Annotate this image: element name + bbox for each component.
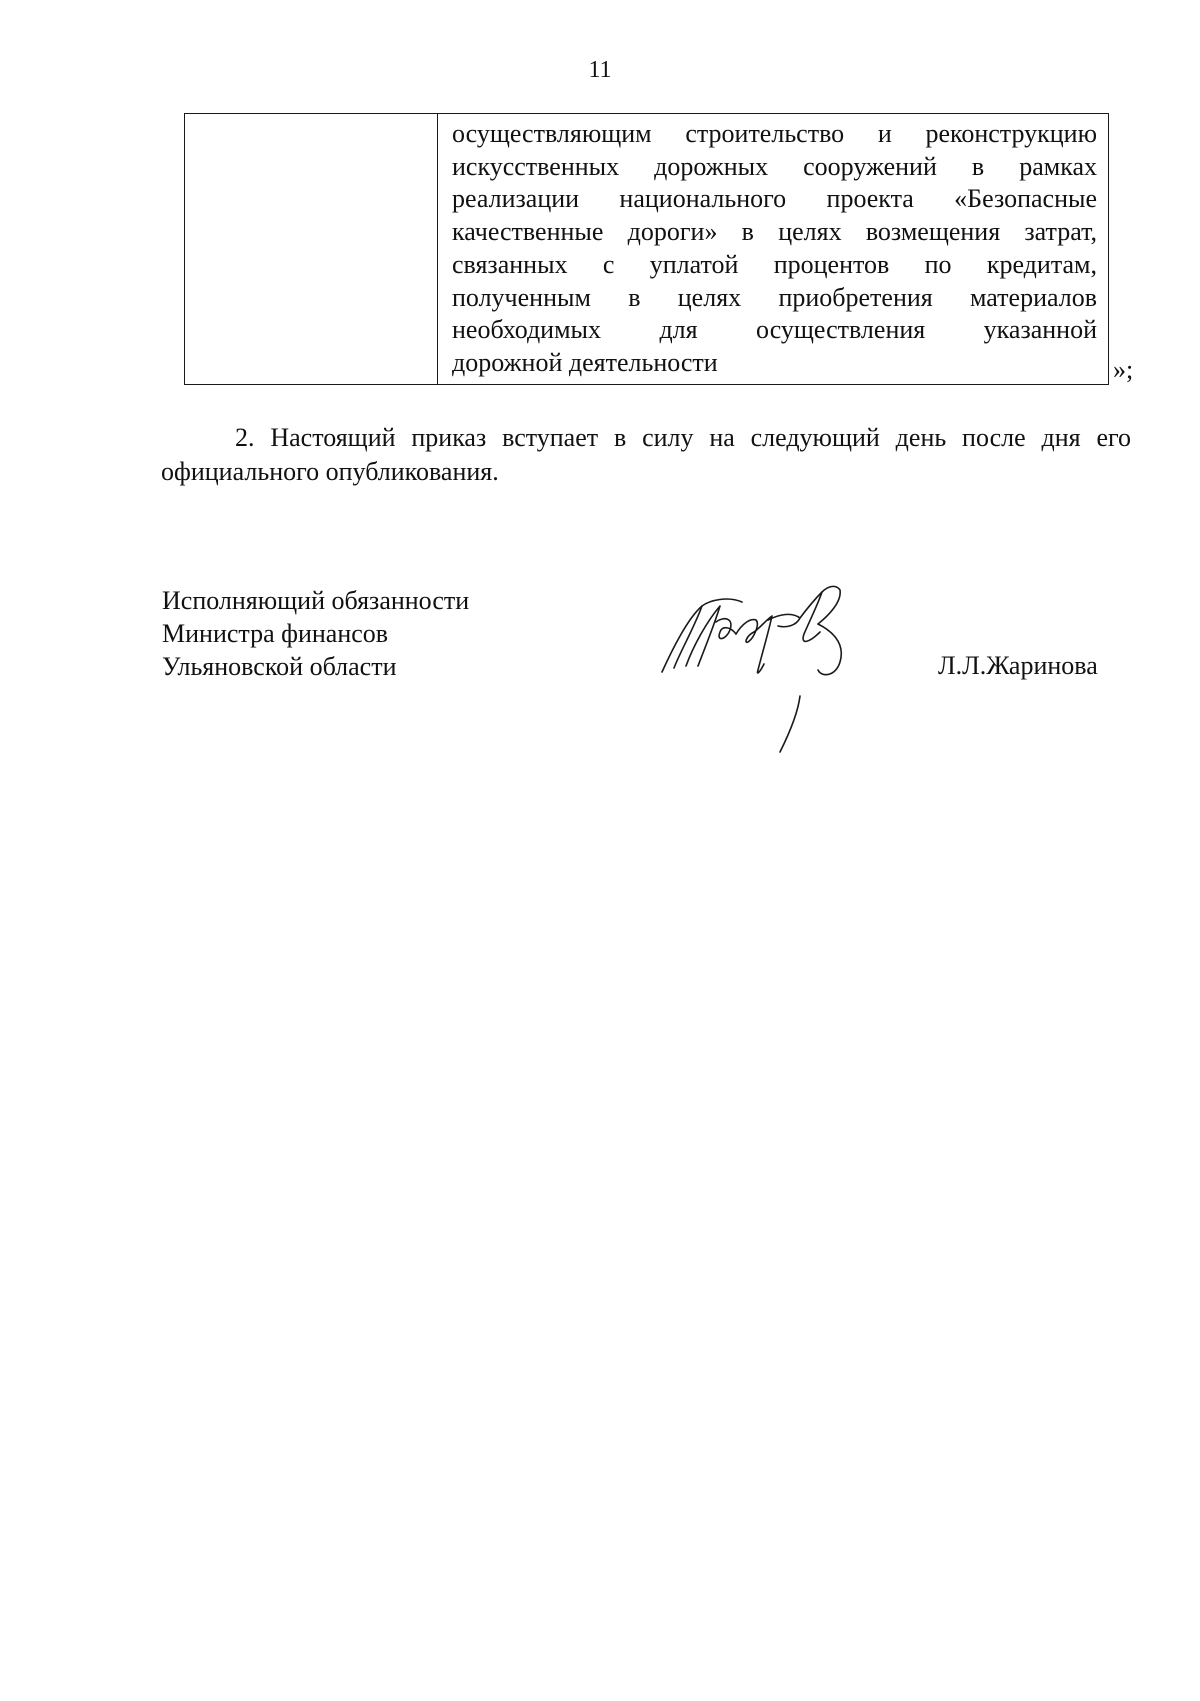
table-text-line: качественные дороги» в целях возмещения затрат, xyxy=(452,217,1097,247)
paragraph-2 xyxy=(161,421,1131,489)
paragraph-line: 2. Настоящий приказ вступает в силу на следующий день после дня его xyxy=(235,423,1131,452)
table-text-line: дорожной деятельности xyxy=(452,347,718,377)
table-text-line: полученным в целях приобретения материалов xyxy=(452,282,1097,312)
table-cell-text xyxy=(438,114,1108,384)
signer-position-line: Министра финансов xyxy=(162,619,389,648)
continued-table xyxy=(184,113,1109,385)
table-text-line: искусственных дорожных сооружений в рамках xyxy=(452,151,1097,181)
closing-quote: »; xyxy=(1113,355,1134,384)
table-cell-empty xyxy=(185,114,438,384)
table-text-line: связанных с уплатой процентов по кредитам, xyxy=(452,249,1097,279)
page-number: 11 xyxy=(588,57,612,83)
signer-position-line: Ульяновской области xyxy=(162,652,397,681)
table-text-line: необходимых для осуществления указанной xyxy=(452,315,1097,345)
table-text-line: реализации национального проекта «Безопасные xyxy=(452,184,1097,214)
paragraph-line: официального опубликования. xyxy=(161,457,499,486)
signer-position xyxy=(162,584,469,683)
table-text-line: осуществляющим строительство и реконструкцию xyxy=(452,119,1097,148)
handwritten-signature xyxy=(650,580,910,760)
signer-position-line: Исполняющий обязанности xyxy=(162,586,470,615)
signer-name: Л.Л.Жаринова xyxy=(938,651,1098,680)
